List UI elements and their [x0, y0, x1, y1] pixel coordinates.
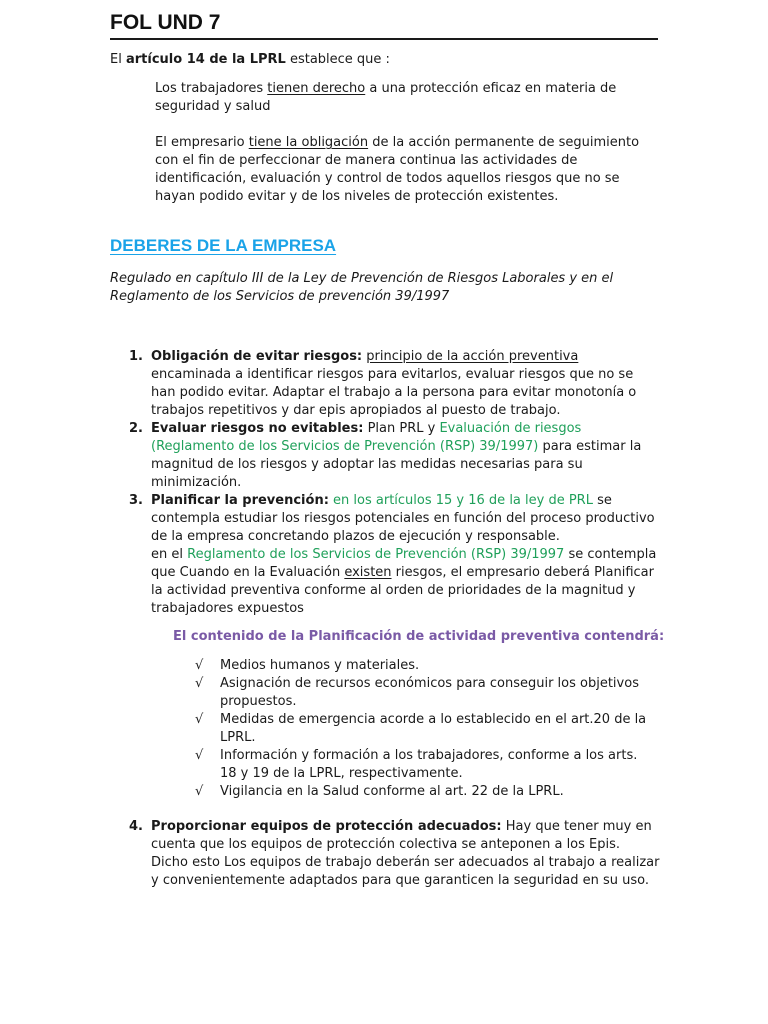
- check-icon: √: [195, 676, 204, 691]
- duty-title: Obligación de evitar riesgos:: [151, 349, 363, 364]
- intro-paragraph: [110, 51, 390, 69]
- intro-article-ref: artículo 14 de la LPRL: [125, 52, 286, 67]
- duty-text: riesgos, el empresario deberá Planificar la actividad preventiva conforme al orden de prioridades de la magnitud y trabajadores expuestos: [151, 565, 654, 616]
- list-number: 4.: [129, 819, 143, 834]
- list-item: [195, 711, 655, 747]
- checklist-text: Vigilancia en la Salud conforme al art. 22 de la LPRL.: [220, 784, 564, 799]
- employer-obligation-paragraph: [155, 134, 655, 206]
- quote2-text-a: El empresario: [155, 135, 249, 150]
- quote2-underlined: tiene la obligación: [248, 135, 369, 150]
- intro-suffix: establece que :: [285, 52, 390, 67]
- duty-text: encaminada a identificar riesgos para evitarlos, evaluar riesgos que no se han podido evitar. Adaptar el trabajo a la persona para evitar monotonía o trabajos repetitivos y dar epis apropiados al puesto de trabajo.: [151, 367, 637, 418]
- checklist-text: Medidas de emergencia acorde a lo establecido en el art.20 de la LPRL.: [220, 712, 647, 745]
- list-item: [195, 675, 655, 711]
- check-icon: √: [195, 784, 204, 799]
- duty-text: Hay que tener muy en cuenta que los equipos de protección colectiva se anteponen a los Epis. Dicho esto Los equipos de trabajo deberán ser adecuados al trabajo a realizar y convenientemente adaptados para que garanticen la seguridad en su uso.: [151, 819, 660, 888]
- quote1-underlined: tienen derecho: [267, 81, 366, 96]
- intro-prefix: El: [110, 52, 126, 67]
- check-icon: √: [195, 712, 204, 727]
- duty-text: se contempla que Cuando en la Evaluación: [151, 547, 657, 580]
- planning-checklist: [195, 657, 655, 801]
- quote1-text-a: Los trabajadores: [155, 81, 268, 96]
- duties-list: [110, 348, 660, 618]
- workers-right-paragraph: [155, 80, 655, 116]
- duty-underlined: existen: [344, 565, 392, 580]
- duty-text: Plan PRL y: [363, 421, 440, 436]
- check-icon: √: [195, 658, 204, 673]
- legal-reference: Evaluación de riesgos (Reglamento de los Servicios de Prevención (RSP) 39/1997): [151, 421, 582, 454]
- list-number: 3.: [129, 493, 143, 508]
- list-item: [110, 818, 660, 890]
- document-title: FOL UND 7: [110, 10, 658, 40]
- checklist-text: Medios humanos y materiales.: [220, 658, 420, 673]
- list-number: 2.: [129, 421, 143, 436]
- section-heading: DEBERES DE LA EMPRESA: [110, 236, 337, 255]
- legal-reference: en los artículos 15 y 16 de la ley de PRL: [328, 493, 593, 508]
- duty-underlined: principio de la acción preventiva: [366, 349, 579, 364]
- list-item: [195, 657, 655, 675]
- duty-text: se contempla estudiar los riesgos potenciales en función del proceso productivo de la empresa concretando plazos de ejecución y responsable.: [151, 493, 655, 544]
- duty-title: Proporcionar equipos de protección adecuados:: [151, 819, 502, 834]
- regulation-note: Regulado en capítulo III de la Ley de Prevención de Riesgos Laborales y en el Reglamento de los Servicios de prevención 39/1997: [110, 271, 614, 304]
- planning-content-heading: El contenido de la Planificación de actividad preventiva contendrá:: [173, 629, 665, 644]
- duties-list-continued: [110, 818, 660, 890]
- duty-text: en el: [151, 547, 188, 562]
- list-number: 1.: [129, 349, 143, 364]
- list-item: [195, 747, 655, 783]
- list-item: [195, 783, 655, 801]
- check-icon: √: [195, 748, 204, 763]
- legal-reference: Reglamento de los Servicios de Prevención (RSP) 39/1997: [187, 547, 565, 562]
- quote2-text-b: de la acción permanente de seguimiento con el fin de perfeccionar de manera continua las actividades de identificación, evaluación y control de todos aquellos riesgos que no se hayan podido evitar y de los niveles de protección existentes.: [155, 135, 640, 204]
- list-item: [110, 420, 660, 492]
- list-item: [110, 348, 660, 420]
- checklist-text: Asignación de recursos económicos para conseguir los objetivos propuestos.: [220, 676, 639, 709]
- checklist-text: Información y formación a los trabajadores, conforme a los arts. 18 y 19 de la LPRL, respectivamente.: [220, 748, 638, 781]
- quote1-text-b: a una protección eficaz en materia de seguridad y salud: [155, 81, 617, 114]
- duty-text: para estimar la magnitud de los riesgos y adoptar las medidas necesarias para su minimización.: [151, 439, 642, 490]
- duty-title: Planificar la prevención:: [151, 493, 329, 508]
- duty-title: Evaluar riesgos no evitables:: [151, 421, 364, 436]
- list-item: [110, 492, 660, 618]
